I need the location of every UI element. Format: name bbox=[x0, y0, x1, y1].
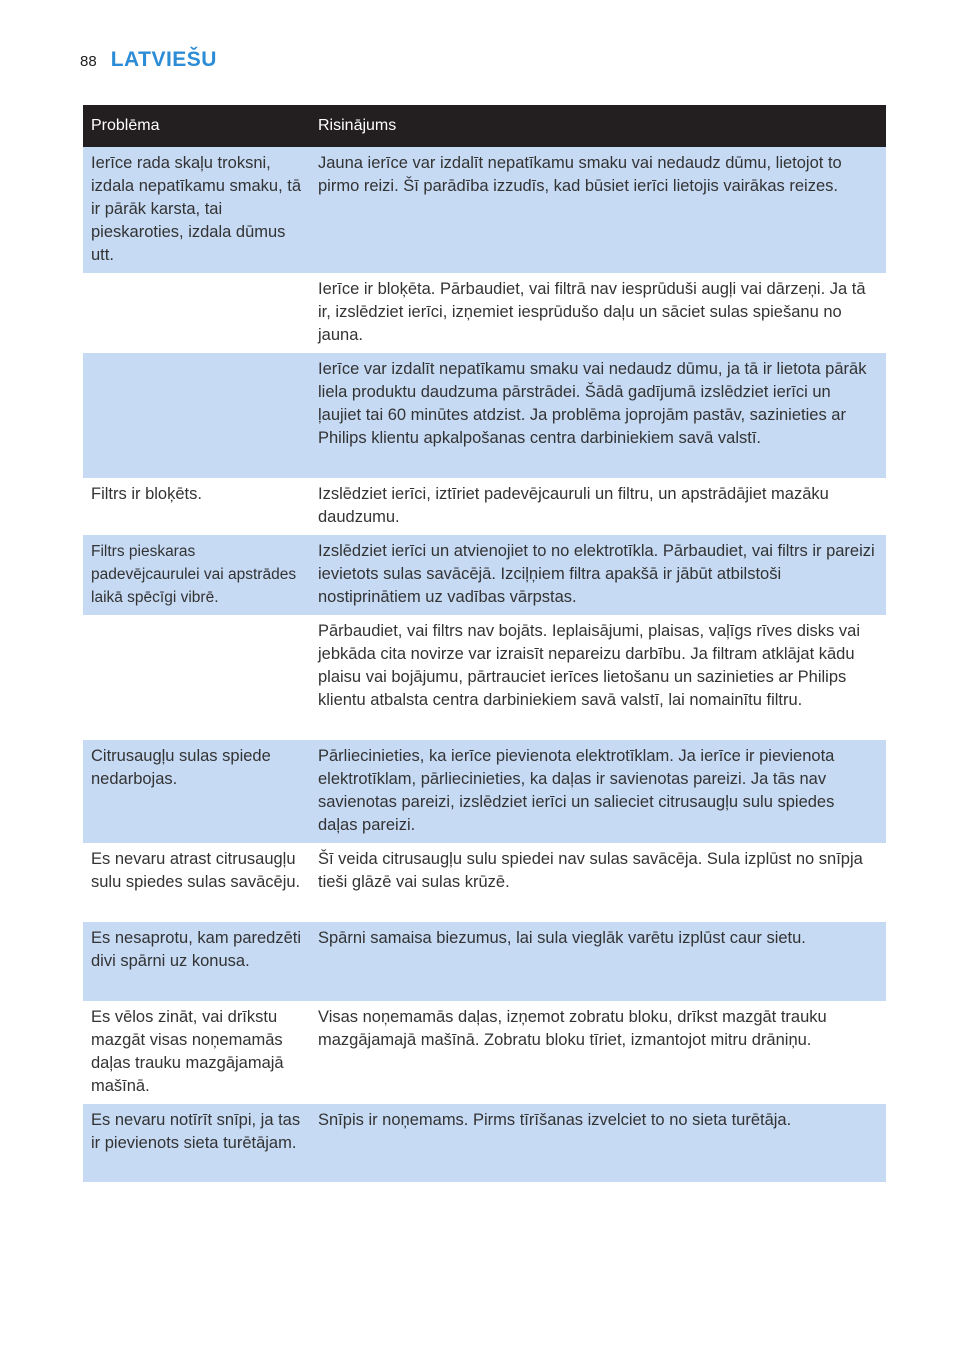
table-row bbox=[83, 1001, 886, 1104]
problem-cell: Filtrs pieskaras padevējcaurulei vai apstrādes laikā spēcīgi vibrē. bbox=[83, 535, 310, 615]
table-row bbox=[83, 740, 886, 843]
table-row bbox=[83, 615, 886, 740]
problem-cell: Citrusaugļu sulas spiede nedarbojas. bbox=[83, 740, 310, 843]
header-solution: Risinājums bbox=[310, 105, 886, 147]
page-number: 88 bbox=[80, 53, 97, 70]
table-row bbox=[83, 1104, 886, 1182]
section-language-title: LATVIEŠU bbox=[110, 48, 217, 71]
table-row bbox=[83, 535, 886, 615]
table-row bbox=[83, 147, 886, 273]
solution-cell: Ierīce ir bloķēta. Pārbaudiet, vai filtrā nav iesprūduši augļi vai dārzeņi. Ja tā ir, izslēdziet ierīci, izņemiet iesprūdušo daļu un sāciet sulas spiešanu no jauna. bbox=[310, 273, 886, 353]
problem-cell: Es nesaprotu, kam paredzēti divi spārni uz konusa. bbox=[83, 922, 310, 1001]
troubleshooting-table bbox=[83, 105, 886, 1182]
solution-cell: Ierīce var izdalīt nepatīkamu smaku vai nedaudz dūmu, ja tā ir lietota pārāk liela produktu daudzuma pārstrādei. Šādā gadījumā izslēdziet ierīci un ļaujiet tai 60 minūtes atdzist. Ja problēma joprojām pastāv, sazinieties ar Philips klientu apkalpošanas centra darbiniekiem savā valstī. bbox=[310, 353, 886, 478]
problem-cell: Ierīce rada skaļu troksni, izdala nepatīkamu smaku, tā ir pārāk karsta, tai pieskaroties, izdala dūmus utt. bbox=[83, 147, 310, 273]
solution-cell: Pārbaudiet, vai filtrs nav bojāts. Ieplaisājumi, plaisas, vaļīgs rīves disks vai jebkāda cita novirze var izraisīt nepareizu darbību. Ja filtram atklājat kādu plaisu vai bojājumu, pārtrauciet ierīces lietošanu un sazinieties ar Philips klientu atbalsta centra darbiniekiem savā valstī, lai nomainītu filtru. bbox=[310, 615, 886, 740]
solution-cell: Visas noņemamās daļas, izņemot zobratu bloku, drīkst mazgāt trauku mazgājamajā mašīnā. Zobratu bloku tīriet, izmantojot mitru drāniņu. bbox=[310, 1001, 886, 1104]
table-row bbox=[83, 922, 886, 1001]
solution-cell: Snīpis ir noņemams. Pirms tīrīšanas izvelciet to no sieta turētāja. bbox=[310, 1104, 886, 1182]
table-header-row bbox=[83, 105, 886, 147]
problem-cell: Es vēlos zināt, vai drīkstu mazgāt visas noņemamās daļas trauku mazgājamajā mašīnā. bbox=[83, 1001, 310, 1104]
problem-cell: Filtrs ir bloķēts. bbox=[83, 478, 310, 535]
problem-cell bbox=[83, 353, 310, 478]
solution-cell: Izslēdziet ierīci, iztīriet padevējcauruli un filtru, un apstrādājiet mazāku daudzumu. bbox=[310, 478, 886, 535]
solution-cell: Šī veida citrusaugļu sulu spiedei nav sulas savācēja. Sula izplūst no snīpja tieši glāzē vai sulas krūzē. bbox=[310, 843, 886, 922]
solution-cell: Izslēdziet ierīci un atvienojiet to no elektrotīkla. Pārbaudiet, vai filtrs ir pareizi ievietots sulas savācējā. Izciļņiem filtra apakšā ir jābūt atbilstoši nostiprinātiem uz vadības vārpstas. bbox=[310, 535, 886, 615]
problem-cell: Es nevaru atrast citrusaugļu sulu spiedes sulas savācēju. bbox=[83, 843, 310, 922]
problem-cell bbox=[83, 273, 310, 353]
header-problem: Problēma bbox=[83, 105, 310, 147]
solution-cell: Spārni samaisa biezumus, lai sula vieglāk varētu izplūst caur sietu. bbox=[310, 922, 886, 1001]
table-row bbox=[83, 843, 886, 922]
table-row bbox=[83, 353, 886, 478]
solution-cell: Jauna ierīce var izdalīt nepatīkamu smaku vai nedaudz dūmu, lietojot to pirmo reizi. Šī parādība izzudīs, kad būsiet ierīci lietojis vairākas reizes. bbox=[310, 147, 886, 273]
problem-cell: Es nevaru notīrīt snīpi, ja tas ir pievienots sieta turētājam. bbox=[83, 1104, 310, 1182]
table-row bbox=[83, 273, 886, 353]
solution-cell: Pārliecinieties, ka ierīce pievienota elektrotīklam. Ja ierīce ir pievienota elektrotīklam, pārliecinieties, ka daļas ir savienotas pareizi. Ja tās nav savienotas pareizi, izslēdziet ierīci un salieciet citrusaugļu sulu spiedes daļas pareizi. bbox=[310, 740, 886, 843]
page-header bbox=[80, 48, 217, 74]
problem-cell bbox=[83, 615, 310, 740]
table-row bbox=[83, 478, 886, 535]
